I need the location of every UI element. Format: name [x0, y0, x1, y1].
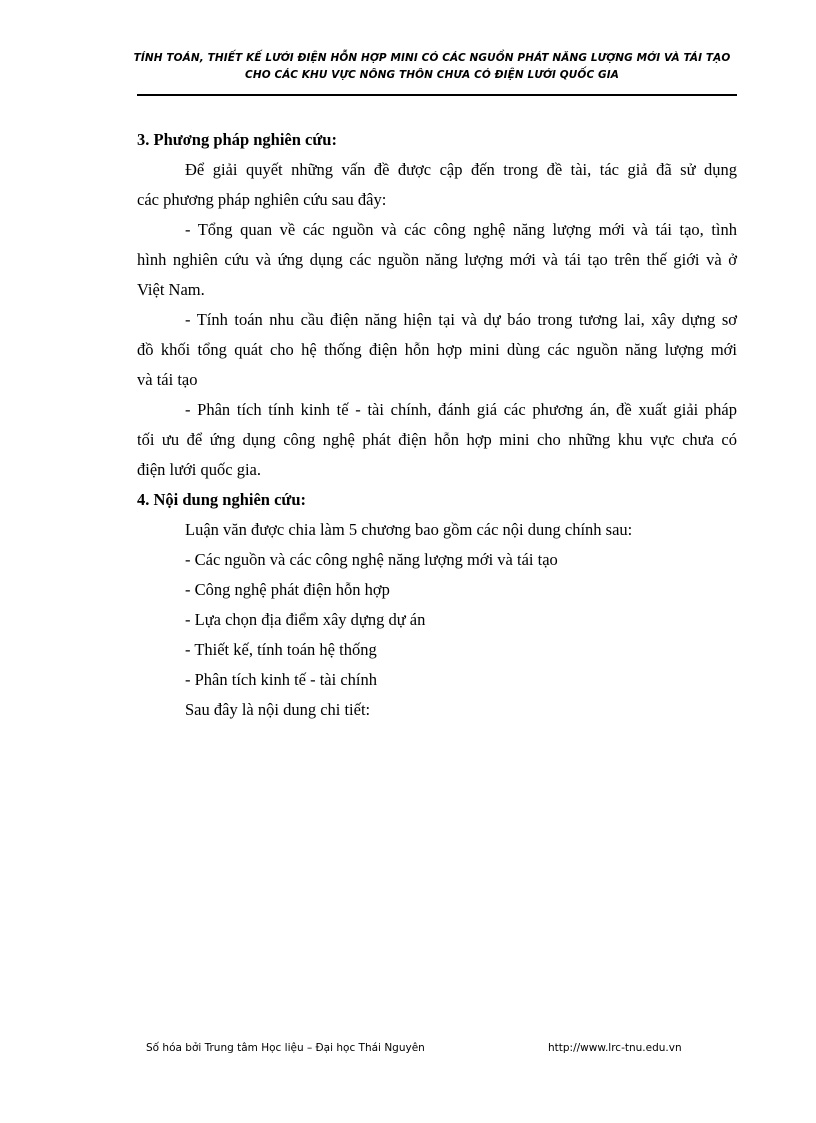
method-item-3-line-1: - Phân tích tính kinh tế - tài chính, đánh giá các phương án, đề xuất giải pháp: [185, 400, 737, 419]
header-line-2: CHO CÁC KHU VỰC NÔNG THÔN CHƯA CÓ ĐIỆN LƯỚI QUỐC GIA: [245, 69, 619, 81]
content-item-5: - Phân tích kinh tế - tài chính: [185, 670, 377, 689]
method-item-2-line-2: đồ khối tổng quát cho hệ thống điện hỗn hợp mini dùng các nguồn năng lượng mới: [137, 340, 737, 359]
section-3-intro-line-2: các phương pháp nghiên cứu sau đây:: [137, 190, 387, 209]
section-4-intro: Luận văn được chia làm 5 chương bao gồm các nội dung chính sau:: [185, 520, 633, 539]
method-item-1-line-1: - Tổng quan về các nguồn và các công nghệ năng lượng mới và tái tạo, tình: [185, 220, 737, 239]
running-header: [128, 50, 736, 84]
content-item-3: - Lựa chọn địa điểm xây dựng dự án: [185, 610, 426, 629]
footer-url-link[interactable]: http://www.lrc-tnu.edu.vn: [548, 1042, 682, 1054]
content-item-4: - Thiết kế, tính toán hệ thống: [185, 640, 377, 659]
footer-source: Số hóa bởi Trung tâm Học liệu – Đại học Thái Nguyên: [146, 1042, 425, 1054]
method-item-2-line-3: và tái tạo: [137, 370, 198, 389]
method-item-1-line-2: hình nghiên cứu và ứng dụng các nguồn năng lượng mới và tái tạo trên thế giới và ở: [137, 250, 737, 269]
header-rule: [137, 94, 737, 96]
content-item-2: - Công nghệ phát điện hỗn hợp: [185, 580, 390, 599]
section-4-closing: Sau đây là nội dung chi tiết:: [185, 700, 371, 719]
method-item-2-line-1: - Tính toán nhu cầu điện năng hiện tại và dự báo trong tương lai, xây dựng sơ: [185, 310, 737, 329]
header-line-1: TÍNH TOÁN, THIẾT KẾ LƯỚI ĐIỆN HỖN HỢP MINI CÓ CÁC NGUỒN PHÁT NĂNG LƯỢNG MỚI VÀ TÁI TẠO: [133, 52, 731, 64]
section-4-heading: 4. Nội dung nghiên cứu:: [137, 490, 306, 509]
section-3-intro-line-1: Để giải quyết những vấn đề được cập đến trong đề tài, tác giả đã sử dụng: [185, 160, 737, 179]
section-3-heading: 3. Phương pháp nghiên cứu:: [137, 130, 337, 149]
method-item-1-line-3: Việt Nam.: [137, 280, 205, 299]
method-item-3-line-2: tối ưu để ứng dụng công nghệ phát điện hỗn hợp mini cho những khu vực chưa có: [137, 430, 737, 449]
method-item-3-line-3: điện lưới quốc gia.: [137, 460, 261, 479]
content-item-1: - Các nguồn và các công nghệ năng lượng mới và tái tạo: [185, 550, 558, 569]
